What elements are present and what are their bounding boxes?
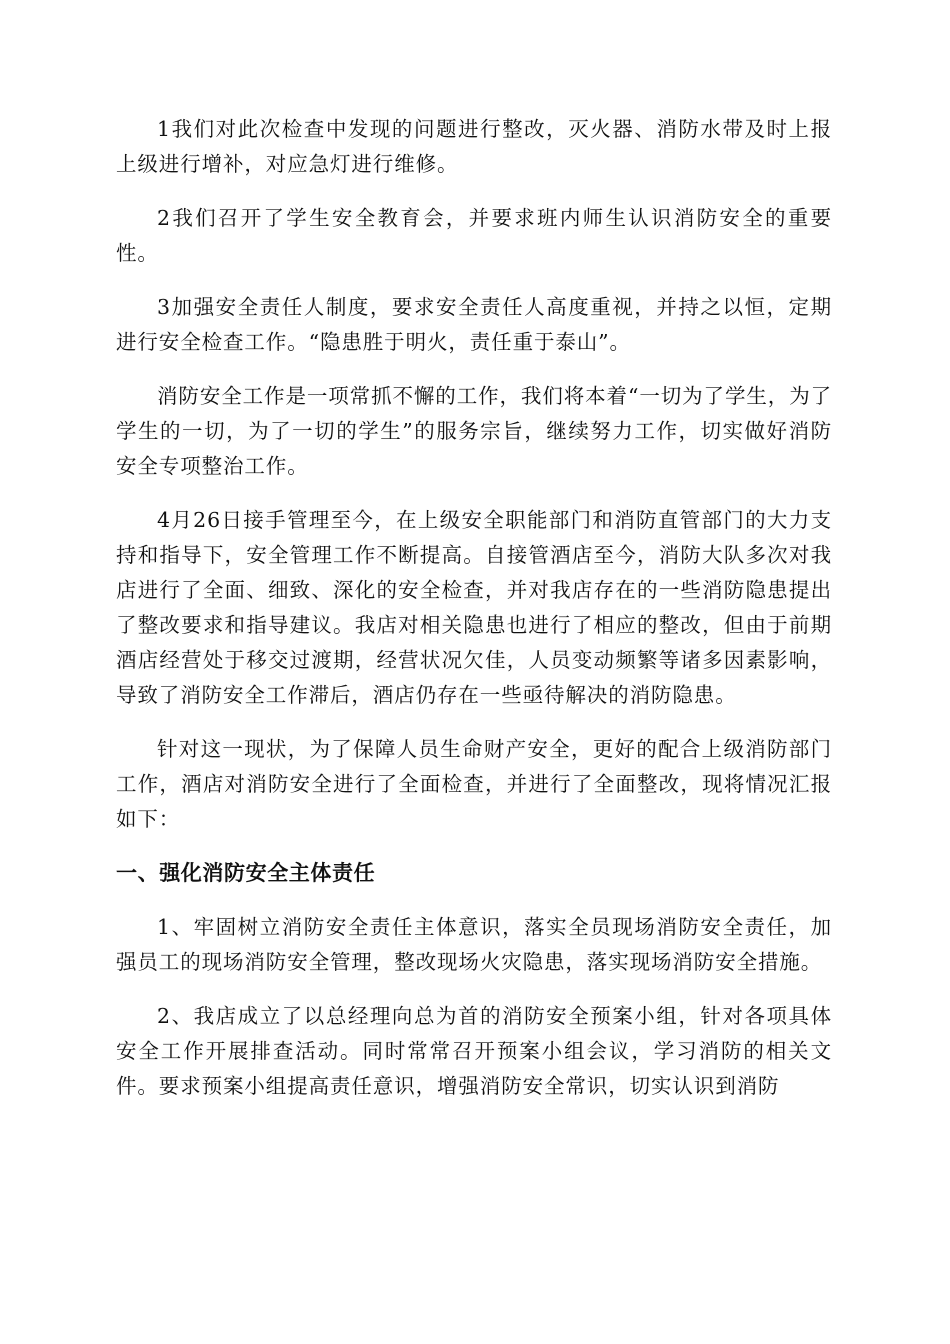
- paragraph-situation-report: 针对这一现状，为了保障人员生命财产安全，更好的配合上级消防部门工作，酒店对消防安全进行了全面检查，并进行了全面整改，现将情况汇报如下：: [116, 737, 832, 831]
- paragraph-safety-plan-group: 2、我店成立了以总经理向总为首的消防安全预案小组，针对各项具体安全工作开展排查活动。同时常常召开预案小组会议，学习消防的相关文件。要求预案小组提高责任意识，增强消防安全常识，切实认识到消防: [116, 1004, 832, 1098]
- document-page: [116, 112, 832, 1123]
- paragraph-responsibility-system: 3加强安全责任人制度，要求安全责任人高度重视，并持之以恒，定期进行安全检查工作。“隐患胜于明火，责任重于泰山”。: [116, 295, 832, 354]
- paragraph-hotel-management: 4月26日接手管理至今，在上级安全职能部门和消防直管部门的大力支持和指导下，安全管理工作不断提高。自接管酒店至今，消防大队多次对我店进行了全面、细致、深化的安全检查，并对我店存在的一些消防隐患提出了整改要求和指导建议。我店对相关隐患也进行了相应的整改，但由于前期酒店经营处于移交过渡期，经营状况欠佳，人员变动频繁等诸多因素影响，导致了消防安全工作滞后，酒店仍存在一些亟待解决的消防隐患。: [116, 508, 832, 707]
- paragraph-safety-education: 2我们召开了学生安全教育会，并要求班内师生认识消防安全的重要性。: [116, 206, 832, 265]
- section-heading: 一、强化消防安全主体责任: [116, 861, 376, 885]
- paragraph-ongoing-work: 消防安全工作是一项常抓不懈的工作，我们将本着“一切为了学生，为了学生的一切，为了一切的学生”的服务宗旨，继续努力工作，切实做好消防安全专项整治工作。: [116, 384, 832, 478]
- paragraph-repair-equipment: 1我们对此次检查中发现的问题进行整改，灭火器、消防水带及时上报上级进行增补，对应急灯进行维修。: [116, 117, 832, 176]
- paragraph-responsibility-awareness: 1、牢固树立消防安全责任主体意识，落实全员现场消防安全责任，加强员工的现场消防安全管理，整改现场火灾隐患，落实现场消防安全措施。: [116, 915, 832, 974]
